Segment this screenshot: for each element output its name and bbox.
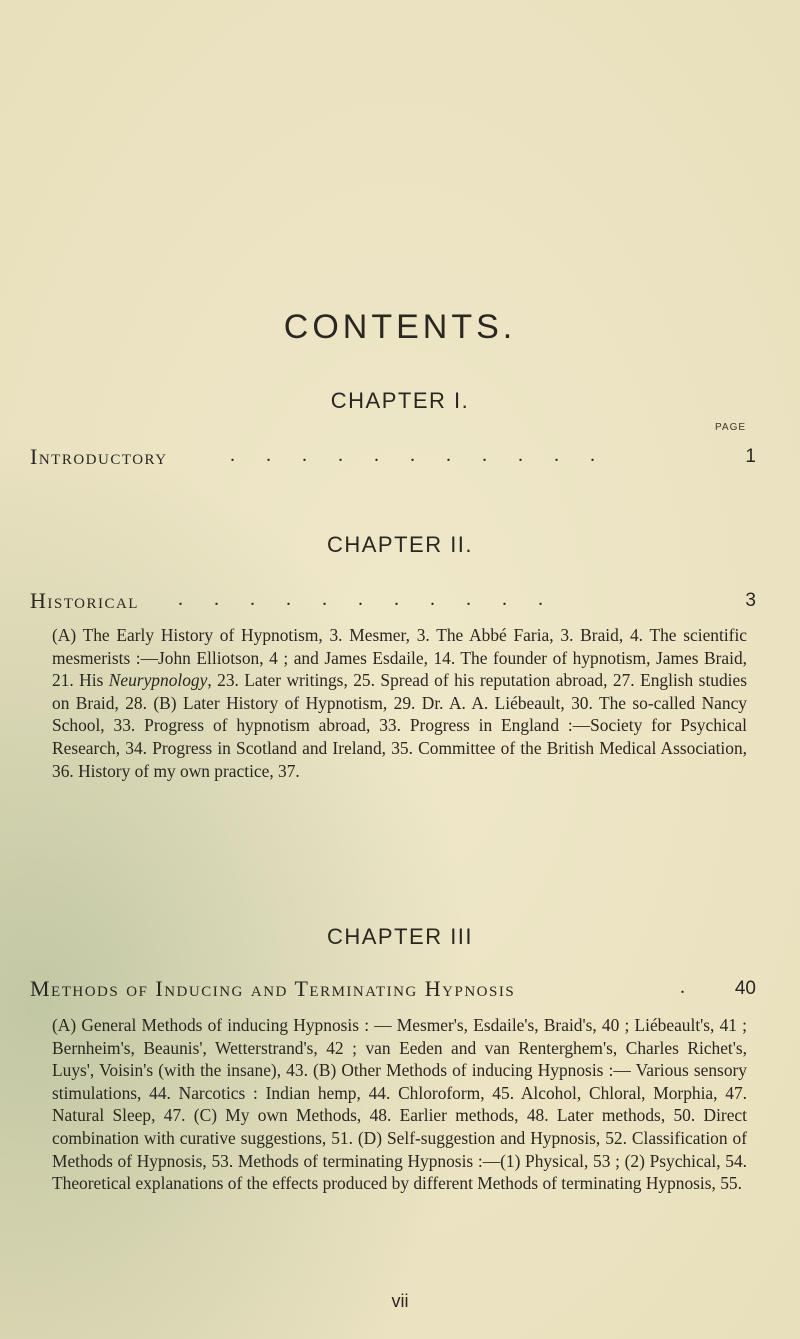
chapter-2-summary-part2: , 23. Later writings, 25. Spread of his reputation abroad, 27. English studies on Braid, 28. (B) Later History of Hypnotism, 29. Dr. A. A. Liébeault, 30. The so-called Nancy School, 33. Progress of hypnotism abroad, 33. Progress in England :—Society for Psychical Research, 34. Progress in Scotland and Ireland, 35. Committee of the British Medical Association, 36. History of my own practice, 37. bbox=[52, 670, 747, 781]
chapter-3-leader-dots: . bbox=[680, 976, 698, 998]
chapter-3-heading: CHAPTER III bbox=[326, 924, 474, 949]
chapter-3-title: Methods of Inducing and Terminating Hypnosis bbox=[30, 976, 516, 1001]
chapter-1-title: Introductory bbox=[30, 444, 168, 469]
chapter-2-page: 3 bbox=[745, 590, 756, 611]
chapter-3-page: 40 bbox=[734, 978, 756, 999]
chapter-2-heading: CHAPTER II. bbox=[326, 532, 474, 557]
page-folio: vii bbox=[391, 1291, 409, 1311]
chapter-2-leader-dots: . . . . . . . . . . . bbox=[178, 588, 556, 610]
chapter-2-summary-italic: Neurypnology bbox=[108, 670, 208, 691]
chapter-2-summary bbox=[52, 624, 747, 782]
contents-title: CONTENTS. bbox=[283, 308, 517, 346]
chapter-2-summary-part1: (A) The Early History of Hypnotism, 3. Mesmer, 3. The Abbé Faria, 3. Braid, 4. The scientific mesmerists :—John Elliotson, 4 ; and James Esdaile, 14. The founder of hypnotism, James Braid, 21. His bbox=[52, 625, 747, 691]
chapter-1-entry[interactable] bbox=[0, 444, 800, 474]
chapter-3-entry[interactable] bbox=[0, 976, 800, 1006]
page-column-label: PAGE bbox=[715, 422, 747, 433]
chapter-2-title: Historical bbox=[30, 588, 139, 613]
chapter-1-page: 1 bbox=[745, 446, 756, 467]
chapter-1-leader-dots: . . . . . . . . . . . bbox=[230, 444, 608, 466]
chapter-3-summary: (A) General Methods of inducing Hypnosis : — Mesmer's, Esdaile's, Braid's, 40 ; Liébeault's, 41 ; Bernheim's, Beaunis', Wetterstrand's, 42 ; van Eeden and van Renterghem's, Charles Richet's, Luys', Voisin's (with the insane), 43. (B) Other Methods of inducing Hypnosis :— Various sensory stimulations, 44. Narcotics : Indian hemp, 44. Chloroform, 45. Alcohol, Chloral, Morphia, 47. Natural Sleep, 47. (C) My own Methods, 48. Earlier methods, 48. Later methods, 50. Direct combination with curative suggestions, 51. (D) Self-suggestion and Hypnosis, 52. Classification of Methods of Hypnosis, 53. Methods of terminating Hypnosis :—(1) Physical, 53 ; (2) Psychical, 54. Theoretical explanations of the effects produced by different Methods of terminating Hypnosis, 55. bbox=[52, 1015, 747, 1194]
chapter-1-heading: CHAPTER I. bbox=[330, 388, 470, 413]
chapter-2-entry[interactable] bbox=[0, 588, 800, 618]
